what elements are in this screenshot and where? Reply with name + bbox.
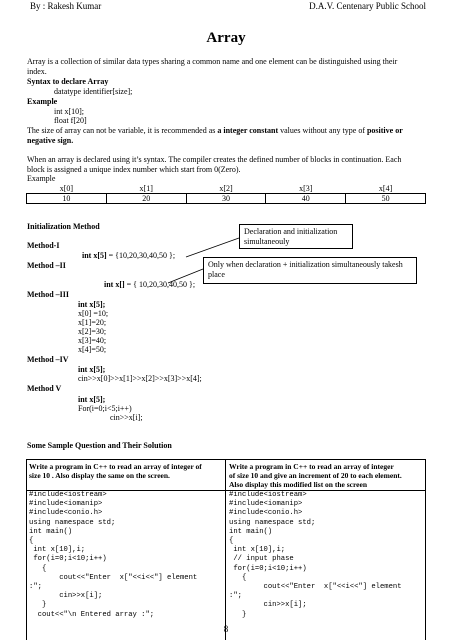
code-line: for(i=0;i<10;i++) — [29, 555, 107, 564]
intro-line-1: Array is a collection of similar data types sharing a common name and one element can be distinguished using their — [27, 57, 398, 66]
method-5-line: int x[5]; — [78, 395, 106, 404]
code-line: :"; — [229, 592, 242, 601]
method-3-line: int x[5]; — [78, 300, 106, 309]
left-question-line: size 10 . Also display the same on the screen. — [29, 471, 170, 480]
code-line: #include<conio.h> — [229, 509, 303, 518]
solutions-table — [26, 459, 426, 640]
code-line: { — [29, 537, 34, 546]
array-index: x[4] — [378, 184, 393, 193]
sample-heading: Some Sample Question and Their Solution — [27, 441, 172, 450]
array-cell: 10 — [27, 194, 107, 204]
code-line: #include<iomanip> — [229, 500, 303, 509]
code-line: } — [29, 601, 47, 610]
array-cell: 40 — [266, 194, 346, 204]
method-3-line: x[0] =10; — [78, 309, 109, 318]
example-line-1: int x[10]; — [54, 107, 84, 116]
method-3-label: Method –III — [27, 290, 70, 299]
code-line: using namespace std; — [229, 518, 316, 527]
left-code-block — [29, 491, 197, 620]
code-line: for(i=0;i<10;i++) — [229, 564, 307, 573]
code-line: int x[10],i; — [29, 546, 86, 555]
code-line: #include<iostream> — [229, 491, 307, 499]
method-3-line: x[4]=50; — [78, 345, 107, 354]
array-index: x[3] — [299, 184, 313, 193]
array-index: x[1] — [139, 184, 153, 193]
code-line: int main() — [29, 527, 73, 536]
method-5-label: Method V — [27, 384, 62, 393]
callout-only-when: Only when declaration + initialization simultaneously takesh place — [203, 257, 417, 284]
method-1-label: Method-I — [27, 241, 60, 250]
header-author: By : Rakesh Kumar — [30, 1, 102, 11]
example-heading: Example — [27, 97, 58, 106]
method-4-line: int x[5]; — [78, 365, 106, 374]
right-question-line: of size 10 and give an increment of 20 to each element. — [229, 471, 402, 480]
method-5-line: For(i=0;i<5;i++) — [78, 404, 132, 413]
code-line: } — [229, 610, 247, 619]
code-line: #include<iomanip> — [29, 500, 103, 509]
method-3-line: x[1]=20; — [78, 318, 107, 327]
column-divider — [225, 460, 226, 640]
page-title: Array — [206, 30, 246, 46]
syntax-line: datatype identifier[size]; — [54, 87, 133, 96]
code-line: #include<conio.h> — [29, 509, 103, 518]
code-line: // input phase — [229, 555, 294, 564]
page-number: 8 — [223, 624, 229, 634]
code-line: cout<<"Enter x["<<i<<"] element — [29, 573, 198, 582]
header-school: D.A.V. Centenary Public School — [309, 1, 426, 11]
syntax-heading: Syntax to declare Array — [27, 77, 109, 86]
code-line: cout<<"\n Entered array :"; — [29, 610, 155, 619]
method-3-line: x[2]=30; — [78, 327, 107, 336]
intro-line-2: index. — [27, 67, 47, 76]
code-line: using namespace std; — [29, 518, 116, 527]
declare-note-line-2: block is assigned a unique index number which start from 0(Zero). — [27, 165, 241, 174]
method-4-line: cin>>x[0]>>x[1]>>x[2]>>x[3]>>x[4]; — [78, 374, 202, 383]
example2-heading: Example — [27, 174, 56, 183]
right-question-line: Also display this modified list on the screen — [229, 480, 367, 489]
size-note-line-2: negative sign. — [27, 136, 74, 145]
init-heading: Initialization Method — [27, 222, 100, 231]
code-line: int x[10],i; — [229, 546, 286, 555]
method-2-label: Method –II — [27, 261, 66, 270]
code-line: :"; — [29, 583, 42, 592]
arrow-line-1 — [186, 238, 239, 257]
code-line: { — [229, 573, 247, 582]
right-question-line: Write a program in C++ to read an array of integer — [229, 462, 394, 471]
code-line: cin>>x[i]; — [229, 601, 307, 610]
array-index: x[0] — [59, 184, 74, 193]
method-3-line: x[3]=40; — [78, 336, 107, 345]
callout-simultaneous: Declaration and initialization simultaneouly — [239, 224, 353, 249]
array-cell: 50 — [346, 194, 426, 204]
declare-note-line-1: When an array is declared using it’s syntax. The compiler creates the defined number of blocks in continuation. Each — [27, 155, 402, 164]
left-question-line: Write a program in C++ to read an array of integer of — [29, 462, 202, 471]
right-code-block — [229, 491, 402, 620]
example-line-2: float f[20] — [54, 116, 87, 125]
code-line: cin>>x[i]; — [29, 592, 103, 601]
size-note-line-1: The size of array can not be variable, it is recommended as a integer constant values without any type of positive or — [27, 126, 403, 135]
array-index: x[2] — [219, 184, 233, 193]
code-line: int main() — [229, 527, 273, 536]
array-cell: 30 — [186, 194, 266, 204]
array-cell: 20 — [106, 194, 186, 204]
method-2-code: int x[] = { 10,20,30,40,50 }; — [104, 280, 196, 289]
method-4-label: Method –IV — [27, 355, 69, 364]
code-line: { — [29, 564, 47, 573]
code-line: #include<iostream> — [29, 491, 107, 499]
code-line: { — [229, 537, 234, 546]
method-5-line: cin>>x[i]; — [110, 413, 143, 422]
method-1-code: int x[5] = {10,20,30,40,50 }; — [82, 251, 176, 260]
code-line: cout<<"Enter x["<<i<<"] element — [229, 583, 402, 592]
